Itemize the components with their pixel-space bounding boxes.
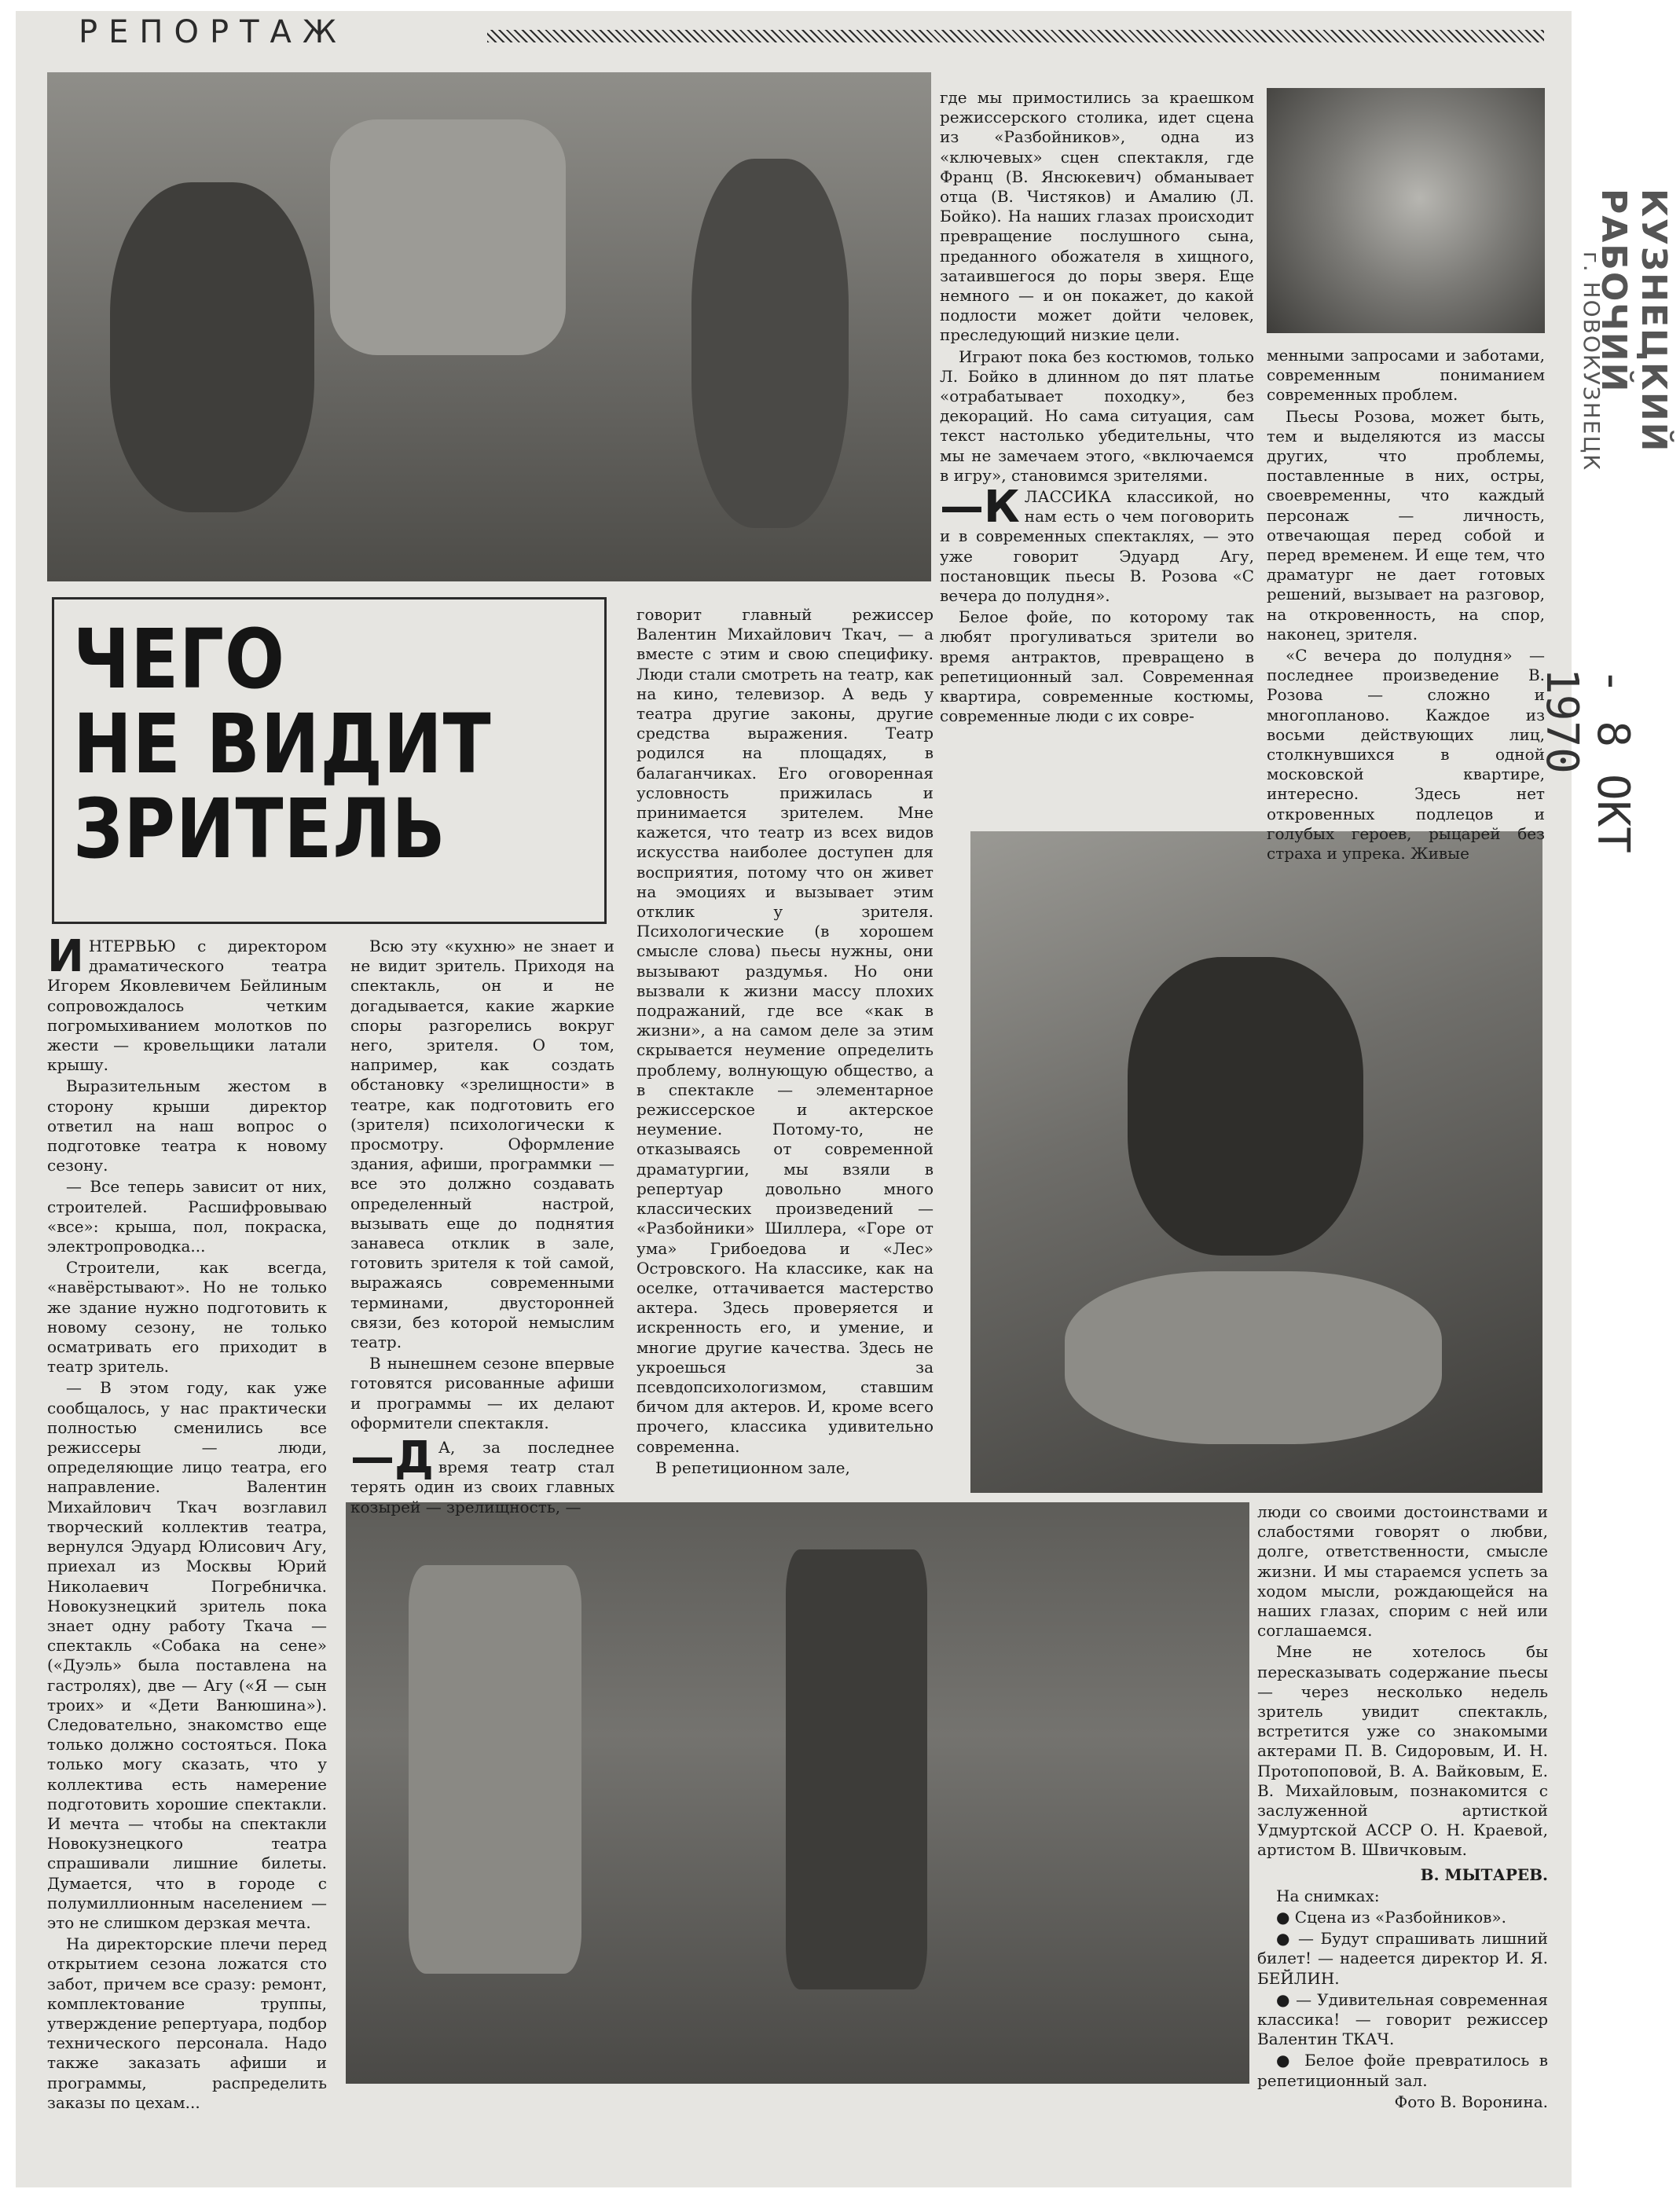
- paragraph: — Все теперь зависит от них, строителей. Расшифровываю «все»: крыша, пол, покраска, электропроводка...: [47, 1177, 327, 1256]
- headline-line: ЧЕГО: [73, 611, 285, 707]
- caption-heading: На снимках:: [1276, 1886, 1380, 1905]
- paragraph: Всю эту «кухню» не знает и не видит зритель. Приходя на спектакль, он и не догадывается, какие жаркие споры разгорелись вокруг него, зрителя. О том, например, как создать обстановку «зрелищности» в театре, как подготовить его (зрителя) психологически к просмотру. Оформление здания, афиши, программки — все это должно создавать определенный настрой, вызывать еще до поднятия занавеса отклик в зале, готовить зрителя к той самой, выражаясь современными терминами, двусторонней связи, без которой немыслим театр.: [350, 937, 614, 1352]
- caption-item: ● — Будут спрашивать лишний билет! — надеется директор И. Я. БЕЙЛИН.: [1257, 1929, 1548, 1988]
- section-klassika: [940, 482, 1254, 726]
- column-1: [47, 931, 327, 2114]
- paragraph: менными запросами и заботами, современным пониманием современных проблем.: [1267, 346, 1545, 405]
- dropcap: И: [47, 931, 84, 982]
- rubric-label: РЕПОРТАЖ: [79, 14, 347, 50]
- section-quote: [350, 1432, 614, 1517]
- column-right-bottom: [1257, 1502, 1548, 2114]
- paragraph: На директорские плечи перед открытием сезона ложатся сто забот, причем все сразу: ремонт, комплектование труппы, утверждение репертуара, подбор технического персонала. Надо также заказать афиши и программы, распределить заказы по цехам...: [47, 1934, 327, 2112]
- headline-box: [52, 597, 607, 924]
- paragraph: А, за последнее время театр стал терять один из своих главных козырей — зрелищность, —: [350, 1438, 614, 1516]
- photo-stage-scene: [47, 72, 931, 581]
- paragraph: где мы примостились за краешком режиссерского столика, идет сцена из «Разбойников», одна из «ключевых» сцен спектакля, где Франц (В. Янсюкевич) обманывает отца (В. Чистяков) и Амалию (Л. Бойко). На наших глазах происходит превращение послушного сына, преданного обожателя в хищного, затаившегося до поры зверя. Еще немного — и он покажет, до какой подлости может дойти человек, преследующий низкие цели.: [940, 88, 1254, 345]
- paragraph: — В этом году, как уже сообщалось, у нас практически полностью сменились все режиссеры — люди, определяющие лицо театра, его направление. Валентин Михайлович Ткач возглавил творческий коллектив театра, вернулся Эдуард Юлисович Агу, приехал из Москвы Юрий Николаевич Погребничка. Новокузнецкий зритель пока знает одну работу Ткача — спектакль «Собака на сене» («Дуэль» была поставлена на гастролях), две — Агу («Я — сын троих» и «Дети Ванюшина»). Следовательно, знакомство еще только должно состояться. Пока только могу сказать, что у коллектива есть намерение подготовить хорошие спектакли. И мечта — чтобы на спектакли Новокузнецкого театра спрашивали лишние билеты. Думается, что в городе с полумиллионным населением — это не слишком дерзкая мечта.: [47, 1378, 327, 1932]
- column-2: [350, 937, 614, 1519]
- paragraph: говорит главный режиссер Валентин Михайлович Ткач, — а вместе с этим и свою специфику. Люди стали смотреть на театр, как на кино, телевизор. А ведь у театра другие законы, другие средства выражения. Театр родился на площадях, в балаганчиках. Его оговоренная условность прижилась и принимается зрителем. Мне кажется, что театр из всех видов искусства наиболее доступен для восприятия, потому что он живет на эмоциях и вызывает этим отклик у зрителя. Психологические (в хорошем смысле слова) пьесы нужны, они вызывают раздумья. Но они вызвали к жизни массу плохих подражаний, где все «как в жизни», а на самом деле за этим скрывается неумение определить проблему, волнующую общество, а в спектакле — элементарное режиссерское и актерское неумение. Потому-то, не отказываясь от современной драматургии, мы взяли в репертуар довольно много классических произведений — «Разбойники» Шиллера, «Горе от ума» Грибоедова и «Лес» Островского. На классике, как на оселке, оттачивается мастерство актера. Здесь проверяется и искренность его, и умение, и многие другие качества. Здесь не укроешься за псевдопсихологизмом, ставшим бичом для актеров. И, кроме всего прочего, классика удивительно современна.: [636, 605, 934, 1456]
- caption-item: ● Белое фойе превратилось в репетиционный зал.: [1257, 2051, 1548, 2090]
- photo-captions: [1257, 1886, 1548, 2112]
- paragraph: НТЕРВЬЮ с директором драматического театра Игорем Яковлевичем Бейлиным сопровождалось четким погромыхиванием молотков по жести — кровельщики латали крышу.: [47, 937, 327, 1075]
- headline-line: ЗРИТЕЛЬ: [73, 781, 446, 877]
- photo-portrait-top: [1267, 88, 1545, 333]
- paragraph: Пьесы Розова, может быть, тем и выделяются из массы других, что проблемы, поставленные в них, остры, своевременны, что каждый персонаж — личность, отвечающая перед собой и перед временем. И еще тем, что драматург не дает готовых решений, вызывает на разговор, на откровенность, на спор, наконец, зрителя.: [1267, 406, 1545, 644]
- photo-credit: Фото В. Воронина.: [1394, 2092, 1548, 2111]
- headline: [73, 611, 519, 877]
- paragraph: В репетиционном зале,: [655, 1458, 850, 1477]
- column-mid-top: [940, 88, 1254, 728]
- paragraph: ЛАССИКА классикой, но нам есть о чем поговорить и в современных спектаклях, — это уже говорит Эдуард Агу, постановщик пьесы В. Розова «С вечера до полудня».: [940, 487, 1254, 606]
- dropcap: —К: [940, 482, 1020, 534]
- masthead-title: КУЗНЕЦКИЙ РАБОЧИЙ: [1594, 189, 1674, 453]
- rubric-hatched-rule: [487, 30, 1544, 42]
- headline-line: НЕ ВИДИТ: [73, 696, 492, 792]
- caption-item: ● — Удивительная современная классика! — говорит режиссер Валентин ТКАЧ.: [1257, 1989, 1548, 2049]
- paragraph: Мне не хотелось бы пересказывать содержание пьесы — через несколько недель зритель увидит спектакль, встретится уже со знакомыми актерами П. В. Сидоровым, И. Н. Протопоповой, В. А. Вайковым, Е. В. Михайловым, познакомится с заслуженной артисткой Удмуртской АССР О. Н. Краевой, артистом В. Швичковым.: [1257, 1642, 1548, 1860]
- column-right-top: [1267, 346, 1545, 865]
- photo-director: [970, 831, 1542, 1493]
- masthead-city: г. НОВОКУЗНЕЦК: [1579, 251, 1605, 472]
- paragraph: В нынешнем сезоне впервые готовятся рисованные афиши и программы — их делают оформители спектакля.: [350, 1354, 614, 1432]
- photo-foyer-rehearsal: [346, 1502, 1249, 2084]
- dropcap: —Д: [350, 1432, 434, 1484]
- paragraph: Играют пока без костюмов, только Л. Бойко в длинном до пят платье «отрабатывает походку», без декораций. Но сама ситуация, сам текст настолько убедительны, что мы не замечаем этого, «включаемся в игру», становимся зрителями.: [940, 346, 1254, 485]
- caption-item: ● Сцена из «Разбойников».: [1276, 1908, 1507, 1927]
- paragraph: «С вечера до полудня» — последнее произведение В. Розова — сложно и многопланово. Каждое из восьми действующих лиц, столкнувшихся в одной московской квартире, интересно. Здесь нет откровенных подлецов и голубых героев, рыцарей без страха и упрека. Живые: [1267, 646, 1545, 864]
- author-signature: В. МЫТАРЕВ.: [1420, 1864, 1548, 1884]
- paragraph: Белое фойе, по которому так любят прогуливаться зрители во время антрактов, превращено в репетиционный зал. Современная квартира, современные костюмы, современные люди с их совре-: [940, 607, 1254, 726]
- paragraph: Строители, как всегда, «навёрстывают». Но не только же здание нужно подготовить к новому сезону, не только осматривать его приходит в театр зритель.: [47, 1258, 327, 1377]
- paragraph: Выразительным жестом в сторону крыши директор ответил на наш вопрос о подготовке театра к новому сезону.: [47, 1076, 327, 1175]
- date-stamp: - 8 ОКТ 1970: [1536, 668, 1638, 854]
- column-3: [636, 605, 934, 1480]
- paragraph: люди со своими достоинствами и слабостями говорят о любви, долге, ответственности, смысле жизни. И мы стараемся успеть за ходом мысли, рождающейся на наших глазах, спорим с ней или соглашаемся.: [1257, 1502, 1548, 1641]
